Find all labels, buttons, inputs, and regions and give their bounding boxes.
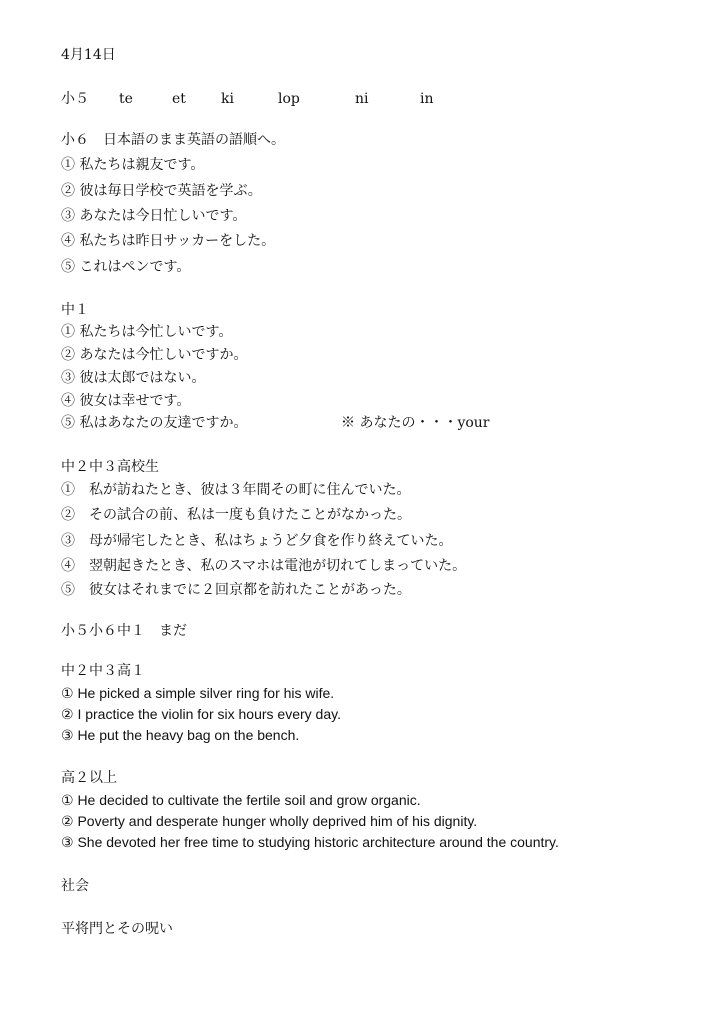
sho5-item: lop: [278, 91, 300, 107]
chu2chu3ko1-heading: 中２中３高１: [61, 663, 145, 679]
chu2chu3ko1-item: ② I practice the violin for six hours every day.: [61, 706, 341, 722]
sho6-item: ① 私たちは親友です。: [61, 157, 205, 173]
ko2-item: ① He decided to cultivate the fertile soil and grow organic.: [61, 792, 421, 808]
chu2chu3-heading: 中２中３高校生: [61, 459, 159, 475]
date-line: 4月14日: [61, 47, 116, 63]
ko2-heading: 高２以上: [61, 770, 117, 786]
topic-line: 平将門とその呪い: [61, 921, 173, 937]
sho6-item: ② 彼は毎日学校で英語を学ぶ。: [61, 183, 262, 199]
chu1-item: ③ 彼は太郎ではない。: [61, 370, 206, 386]
chu1-heading: 中１: [61, 302, 89, 318]
ko2-item: ③ She devoted her free time to studying historic architecture around the country.: [61, 834, 559, 850]
sho5-item: in: [420, 91, 434, 107]
chu1-item: ⑤ 私はあなたの友達ですか。: [61, 415, 248, 431]
ko2-item: ② Poverty and desperate hunger wholly deprived him of his dignity.: [61, 813, 478, 829]
chu2chu3-item: ④ 翌朝起きたとき、私のスマホは電池が切れてしまっていた。: [61, 558, 467, 574]
chu1-item: ② あなたは今忙しいですか。: [61, 347, 248, 363]
chu2chu3ko1-item: ① He picked a simple silver ring for his wife.: [61, 685, 335, 701]
sho5-item: te: [119, 91, 133, 107]
sho5-item: ki: [221, 91, 234, 107]
sho5-label: 小５: [61, 91, 89, 107]
sho5-item: ni: [355, 91, 369, 107]
sho6-item: ④ 私たちは昨日サッカーをした。: [61, 233, 276, 249]
chu2chu3-item: ③ 母が帰宅したとき、私はちょうど夕食を作り終えていた。: [61, 533, 453, 549]
chu1-item: ④ 彼女は幸せです。: [61, 393, 191, 409]
sho5-item: et: [172, 91, 186, 107]
chu1-note: ※ あなたの・・・your: [341, 415, 490, 431]
chu2chu3-item: ① 私が訪ねたとき、彼は３年間その町に住んでいた。: [61, 482, 411, 498]
sho6-item: ③ あなたは今日忙しいです。: [61, 208, 247, 224]
chu2chu3-item: ⑤ 彼女はそれまでに２回京都を訪れたことがあった。: [61, 582, 411, 598]
sho6-item: ⑤ これはペンです。: [61, 259, 191, 275]
mada-line: 小５小６中１ まだ: [61, 623, 187, 639]
chu2chu3ko1-item: ③ He put the heavy bag on the bench.: [61, 727, 300, 743]
shakai-line: 社会: [61, 878, 89, 894]
sho6-heading: 小６ 日本語のまま英語の語順へ。: [61, 132, 285, 148]
chu1-item-5-line: [61, 414, 621, 432]
chu2chu3-item: ② その試合の前、私は一度も負けたことがなかった。: [61, 507, 411, 523]
chu1-item: ① 私たちは今忙しいです。: [61, 324, 233, 340]
